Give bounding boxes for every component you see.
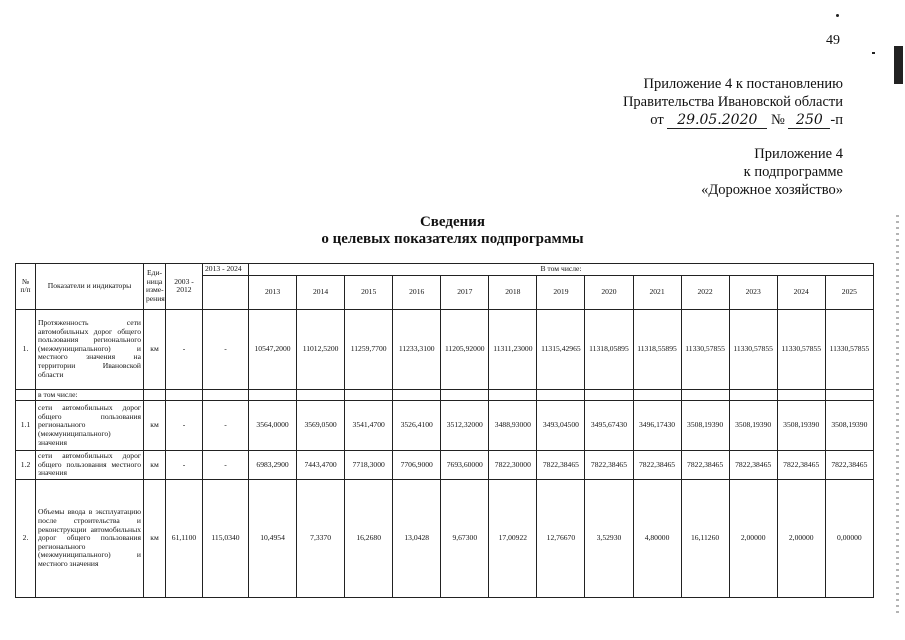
title-line: Сведения [419,214,486,230]
row-number: 1.1 [16,401,36,451]
empty-cell [489,389,537,401]
year-value: 4,80000 [633,479,681,597]
year-value: 7822,30000 [489,451,537,480]
year-value: 7822,38465 [681,451,729,480]
year-value: 13,0428 [393,479,441,597]
header-year: 2014 [297,275,345,309]
year-value: 3488,93000 [489,401,537,451]
year-value: 11318,05895 [585,309,633,389]
number-label: № [770,112,785,128]
header-year: 2023 [729,275,777,309]
year-value: 7822,38465 [585,451,633,480]
period-2003-2012-value: 61,1100 [166,479,203,597]
row-num-cell [16,389,36,401]
scan-speck [836,14,839,17]
period-2013-2024-value: - [203,309,249,389]
scan-edge-noise [896,215,899,615]
year-value: 3508,19390 [777,401,825,451]
handwritten-number: 250 [788,113,830,129]
year-value: 3493,04500 [537,401,585,451]
year-value: 11330,57855 [825,309,873,389]
year-value: 3508,19390 [729,401,777,451]
title-line: о целевых показателях подпрограммы [321,231,584,247]
year-value: 11205,92000 [441,309,489,389]
year-value: 3569,0500 [297,401,345,451]
header-indicator: Показатели и индикаторы [36,264,144,310]
year-value: 11012,5200 [297,309,345,389]
from-label: от [650,112,664,128]
year-value: 7822,38465 [825,451,873,480]
empty-cell [633,389,681,401]
subheader-cell: в том числе: [36,389,144,401]
indicator-name: Протяженность сети автомобильных дорог общего пользования регионального (межмуниципального) и местного значения на территории Ивановской области [36,309,144,389]
subprogram-appendix [701,145,843,199]
year-value: 3564,0000 [249,401,297,451]
empty-cell [297,389,345,401]
period-2003-2012-value: - [166,451,203,480]
unit-cell: км [144,401,166,451]
header-year: 2013 [249,275,297,309]
indicator-name: Объемы ввода в эксплуатацию после строительства и реконструкции автомобильных дорог общего пользования регионального (межмуниципального) и местного значения [36,479,144,597]
number-suffix: -п [830,112,843,128]
header-year: 2021 [633,275,681,309]
period-2013-2024-value: 115,0340 [203,479,249,597]
year-value: 7822,38465 [537,451,585,480]
year-value: 7718,3000 [345,451,393,480]
indicator-name: сети автомобильных дорог общего пользования местного значения [36,451,144,480]
year-value: 16,11260 [681,479,729,597]
empty-cell [537,389,585,401]
year-value: 3508,19390 [681,401,729,451]
header-year: 2016 [393,275,441,309]
period-2013-2024-value: - [203,451,249,480]
year-value: 11233,3100 [393,309,441,389]
empty-cell [441,389,489,401]
year-value: 6983,2900 [249,451,297,480]
scan-speck [872,52,875,54]
empty-cell [393,389,441,401]
document-title [0,214,905,248]
year-value: 17,00922 [489,479,537,597]
year-value: 3495,67430 [585,401,633,451]
year-value: 2,00000 [729,479,777,597]
indicators-table [15,263,874,598]
table-row [16,479,874,597]
handwritten-date: 29.05.2020 [667,113,767,129]
year-value: 3541,4700 [345,401,393,451]
year-value: 7443,4700 [297,451,345,480]
empty-cell [681,389,729,401]
year-value: 7693,60000 [441,451,489,480]
period-2013-2024-value: - [203,401,249,451]
row-number: 2. [16,479,36,597]
appendix-line: Приложение 4 к постановлению [643,76,843,92]
year-value: 10547,2000 [249,309,297,389]
period-2003-2012-value: - [166,309,203,389]
empty-cell [825,389,873,401]
unit-cell: км [144,309,166,389]
year-value: 0,00000 [825,479,873,597]
header-year: 2024 [777,275,825,309]
year-value: 11330,57855 [729,309,777,389]
table-row [16,451,874,480]
year-value: 11330,57855 [777,309,825,389]
header-year: 2018 [489,275,537,309]
appendix-line: к подпрограмме [743,164,843,180]
empty-cell [249,389,297,401]
year-value: 3496,17430 [633,401,681,451]
year-value: 7822,38465 [729,451,777,480]
year-value: 11318,55895 [633,309,681,389]
unit-cell: км [144,479,166,597]
year-value: 11315,42965 [537,309,585,389]
empty-cell [585,389,633,401]
year-value: 3512,32000 [441,401,489,451]
year-value: 7706,9000 [393,451,441,480]
empty-cell [203,389,249,401]
year-value: 11259,7700 [345,309,393,389]
header-num: № п/п [16,264,36,310]
header-blank [203,275,249,309]
scan-artifact-bar [894,46,903,84]
table-row [16,389,874,401]
header-including: В том числе: [249,264,874,276]
empty-cell [166,389,203,401]
year-value: 12,76670 [537,479,585,597]
year-value: 7,3370 [297,479,345,597]
header-year: 2025 [825,275,873,309]
appendix-line: Правительства Ивановской области [622,94,843,110]
resolution-reference [650,111,843,129]
header-year: 2022 [681,275,729,309]
table-row [16,401,874,451]
empty-cell [777,389,825,401]
page-number: 49 [826,33,840,48]
year-value: 11311,23000 [489,309,537,389]
header-year: 2019 [537,275,585,309]
header-period-2003-2012: 2003 - 2012 [166,264,203,310]
header-year: 2015 [345,275,393,309]
year-value: 11330,57855 [681,309,729,389]
year-value: 2,00000 [777,479,825,597]
unit-cell: км [144,451,166,480]
year-value: 16,2680 [345,479,393,597]
empty-cell [144,389,166,401]
year-value: 3,52930 [585,479,633,597]
appendix-header [623,75,843,129]
year-value: 7822,38465 [633,451,681,480]
empty-cell [345,389,393,401]
empty-cell [729,389,777,401]
year-value: 3508,19390 [825,401,873,451]
header-year: 2017 [441,275,489,309]
row-number: 1.2 [16,451,36,480]
year-value: 7822,38465 [777,451,825,480]
header-period-2013-2024: 2013 - 2024 [203,264,249,276]
indicator-name: сети автомобильных дорог общего пользования регионального (межмуниципального) значения [36,401,144,451]
year-value: 3526,4100 [393,401,441,451]
year-value: 10,4954 [249,479,297,597]
row-number: 1. [16,309,36,389]
appendix-line: Приложение 4 [754,146,843,162]
year-value: 9,67300 [441,479,489,597]
header-unit: Еди-ница изме-рения [144,264,166,310]
period-2003-2012-value: - [166,401,203,451]
appendix-line: «Дорожное хозяйство» [701,182,843,198]
header-year: 2020 [585,275,633,309]
table-row [16,309,874,389]
